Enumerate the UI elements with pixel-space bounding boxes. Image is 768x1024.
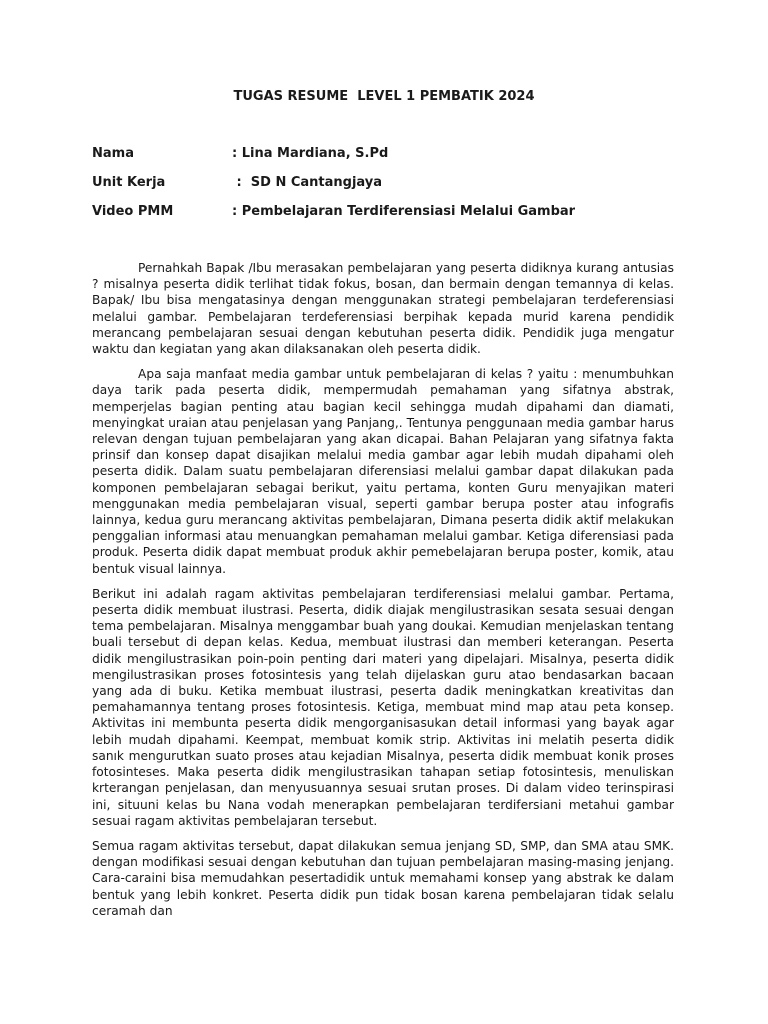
- info-value: : SD N Cantangjaya: [232, 175, 383, 190]
- info-row-video-pmm: [92, 204, 692, 233]
- paragraph: Pernahkah Bapak /Ibu merasakan pembelajaran yang peserta didiknya kurang antusias ? misalnya peserta didik terlihat tidak fokus, bosan, dan bermain dengan temannya di kelas. Bapak/ Ibu bisa mengatasinya dengan menggunakan strategi pembelajaran terdeferensiasi melalui gambar. Pembelajaran terdeferensiasi berpihak kepada murid karena pendidik merancang pembelajaran sesuai dengan kebutuhan peserta didik. Pendidik juga mengatur waktu dan kegiatan yang akan dilaksanakan oleh peserta didik.: [92, 261, 674, 357]
- info-label: Video PMM: [92, 204, 174, 219]
- info-value: : Lina Mardiana, S.Pd: [232, 146, 389, 161]
- paragraph: Apa saja manfaat media gambar untuk pembelajaran di kelas ? yaitu : menumbuhkan daya tarik pada peserta didik, mempermudah pemahaman yang sifatnya abstrak, memperjelas bagian penting atau bagian kecil sehingga mudah dipahami dan diamati, menyingkat uraian atau penjelasan yang Panjang,. Tentunya penggunaan media gambar harus relevan dengan tujuan pembelajaran yang akan dicapai. Bahan Pelajaran yang sifatnya fakta prinsif dan konsep dapat disajikan melalui media gambar agar lebih mudah dipahami oleh peserta didik. Dalam suatu pembelajaran diferensiasi melalui gambar dapat dilakukan pada komponen pembelajaran sebagai berikut, yaitu pertama, konten Guru menyajikan materi menggunakan media pembelajaran visual, seperti gambar berupa poster atau infografis lainnya, kedua guru merancang aktivitas pembelajaran, Dimana peserta didik aktif melakukan penggalian informasi atau menuangkan pemahaman melalui gambar. Ketiga diferensiasi pada produk. Peserta didik dapat membuat produk akhir pemebelajaran berupa poster, komik, atau bentuk visual lainnya.: [92, 367, 674, 576]
- info-label: Unit Kerja: [92, 175, 166, 190]
- info-row-unit-kerja: [92, 175, 692, 204]
- document-title: TUGAS RESUME LEVEL 1 PEMBATIK 2024: [233, 89, 535, 104]
- info-value: : Pembelajaran Terdiferensiasi Melalui Gambar: [232, 204, 576, 219]
- info-label: Nama: [92, 146, 134, 161]
- paragraph: Semua ragam aktivitas tersebut, dapat dilakukan semua jenjang SD, SMP, dan SMA atau SMK. dengan modifikasi sesuai dengan kebutuhan dan tujuan pembelajaran masing-masing jenjang. Cara-caraini bisa memudahkan pesertadidik untuk memahami konsep yang abstrak ke dalam bentuk yang lebih konkret. Peserta didik pun tidak bosan karena pembelajaran tidak selalu ceramah dan: [92, 838, 674, 918]
- paragraph: Berikut ini adalah ragam aktivitas pembelajaran terdiferensiasi melalui gambar. Pertama, peserta didik membuat ilustrasi. Peserta, didik diajak mengilustrasikan sesata sesuai dengan tema pembelajaran. Misalnya menggambar buah yang doukai. Kemudian menjelaskan tentang buali tersebut di depan kelas. Kedua, membuat ilustrasi dan memberi keterangan. Peserta didik mengilustrasikan poin-poin penting dari materi yang dipelajari. Misalnya, peserta didik mengilustrasikan proses fotosintesis yang telah dijelaskan guru atao bendasarkan bacaan yang ada di buku. Ketika membuat ilustrasi, peserta dadik meningkatkan kreativitas dan pemahamannya tentang proses fotosintesis. Ketiga, membuat mind map atau peta konsep. Aktivitas ini membunta peserta didik mengorganisasukan detail informasi yang bayak agar lebih mudah dipahami. Keempat, membuat komik strip. Aktivitas ini melatih peserta didik sanık mengurutkan suato proses atau kejadian Misalnya, peserta didik membuat konik proses fotosinteses. Maka peserta didik mengilustrasikan tahapan setiap fotosintesis, menuliskan krterangan penjelasan, dan menyusuannya sesuai srutan proses. Di dalam video terinspirasi ini, situuni kelas bu Nana vodah menerapkan pembelajaran terdifersiani metahui gambar sesuai ragam aktivitas pembelajaran tersebut.: [92, 586, 674, 828]
- info-block: [92, 146, 692, 233]
- body-text: [92, 260, 674, 928]
- info-row-nama: [92, 146, 692, 175]
